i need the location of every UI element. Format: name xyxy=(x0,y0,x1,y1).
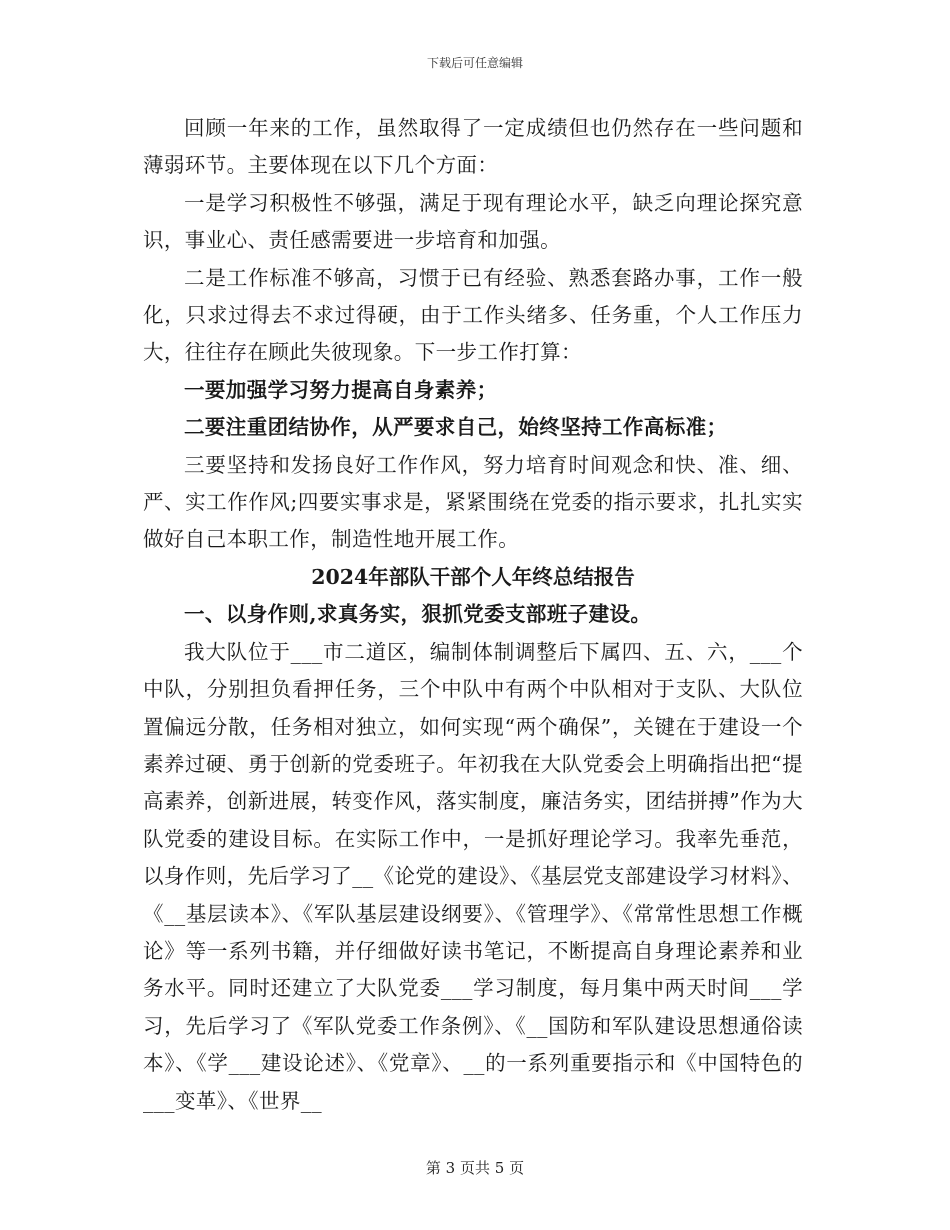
paragraph-plan-three-four: 三要坚持和发扬良好工作作风，努力培育时间观念和快、准、细、严、实工作作风;四要实事求是，紧紧围绕在党委的指示要求，扎扎实实做好自己本职工作，制造性地开展工作。 xyxy=(143,452,803,552)
paragraph-issue-one: 一是学习积极性不够强，满足于现有理论水平，缺乏向理论探究意识，事业心、责任感需要进一步培育和加强。 xyxy=(143,190,803,253)
page-footer: 第 3 页共 5 页 xyxy=(425,1159,525,1177)
paragraph-plan-two: 二要注重团结协作，从严要求自己，始终坚持工作高标准； xyxy=(184,415,728,440)
section-heading-one: 一、以身作则,求真务实，狠抓党委支部班子建设。 xyxy=(184,602,652,627)
paragraph-issue-two: 二是工作标准不够高，习惯于已有经验、熟悉套路办事，工作一般化，只求过得去不求过得硬，由于工作头绪多、任务重，个人工作压力大，往往存在顾此失彼现象。下一步工作打算： xyxy=(143,265,803,365)
page-header: 下载后可任意编辑 xyxy=(426,56,523,70)
document-body xyxy=(143,110,803,1120)
paragraph-section-one-body: 我大队位于___市二道区，编制体制调整后下属四、五、六，___个中队，分别担负看押任务，三个中队中有两个中队相对于支队、大队位置偏远分散，任务相对独立，如何实现“两个确保”，关键在于建设一个素养过硬、勇于创新的党委班子。年初我在大队党委会上明确指出把“提高素养，创新进展，转变作风，落实制度，廉洁务实，团结拼搏”作为大队党委的建设目标。在实际工作中，一是抓好理论学习。我率先垂范，以身作则，先后学习了__《论党的建设》、《基层党支部建设学习材料》、《__基层读本》、《军队基层建设纲要》、《管理学》、《常常性思想工作概论》等一系列书籍，并仔细做好读书笔记，不断提高自身理论素养和业务水平。同时还建立了大队党委___学习制度，每月集中两天时间___学习，先后学习了《军队党委工作条例》、《__国防和军队建设思想通俗读本》、《学___建设论述》、《党章》、__的一系列重要指示和《中国特色的___变革》、《世界__ xyxy=(143,639,803,1113)
paragraph-plan-one: 一要加强学习努力提高自身素养； xyxy=(184,377,498,402)
paragraph-review: 回顾一年来的工作，虽然取得了一定成绩但也仍然存在一些问题和薄弱环节。主要体现在以下几个方面： xyxy=(143,116,803,178)
document-title: 2024年部队干部个人年终总结报告 xyxy=(311,564,635,589)
